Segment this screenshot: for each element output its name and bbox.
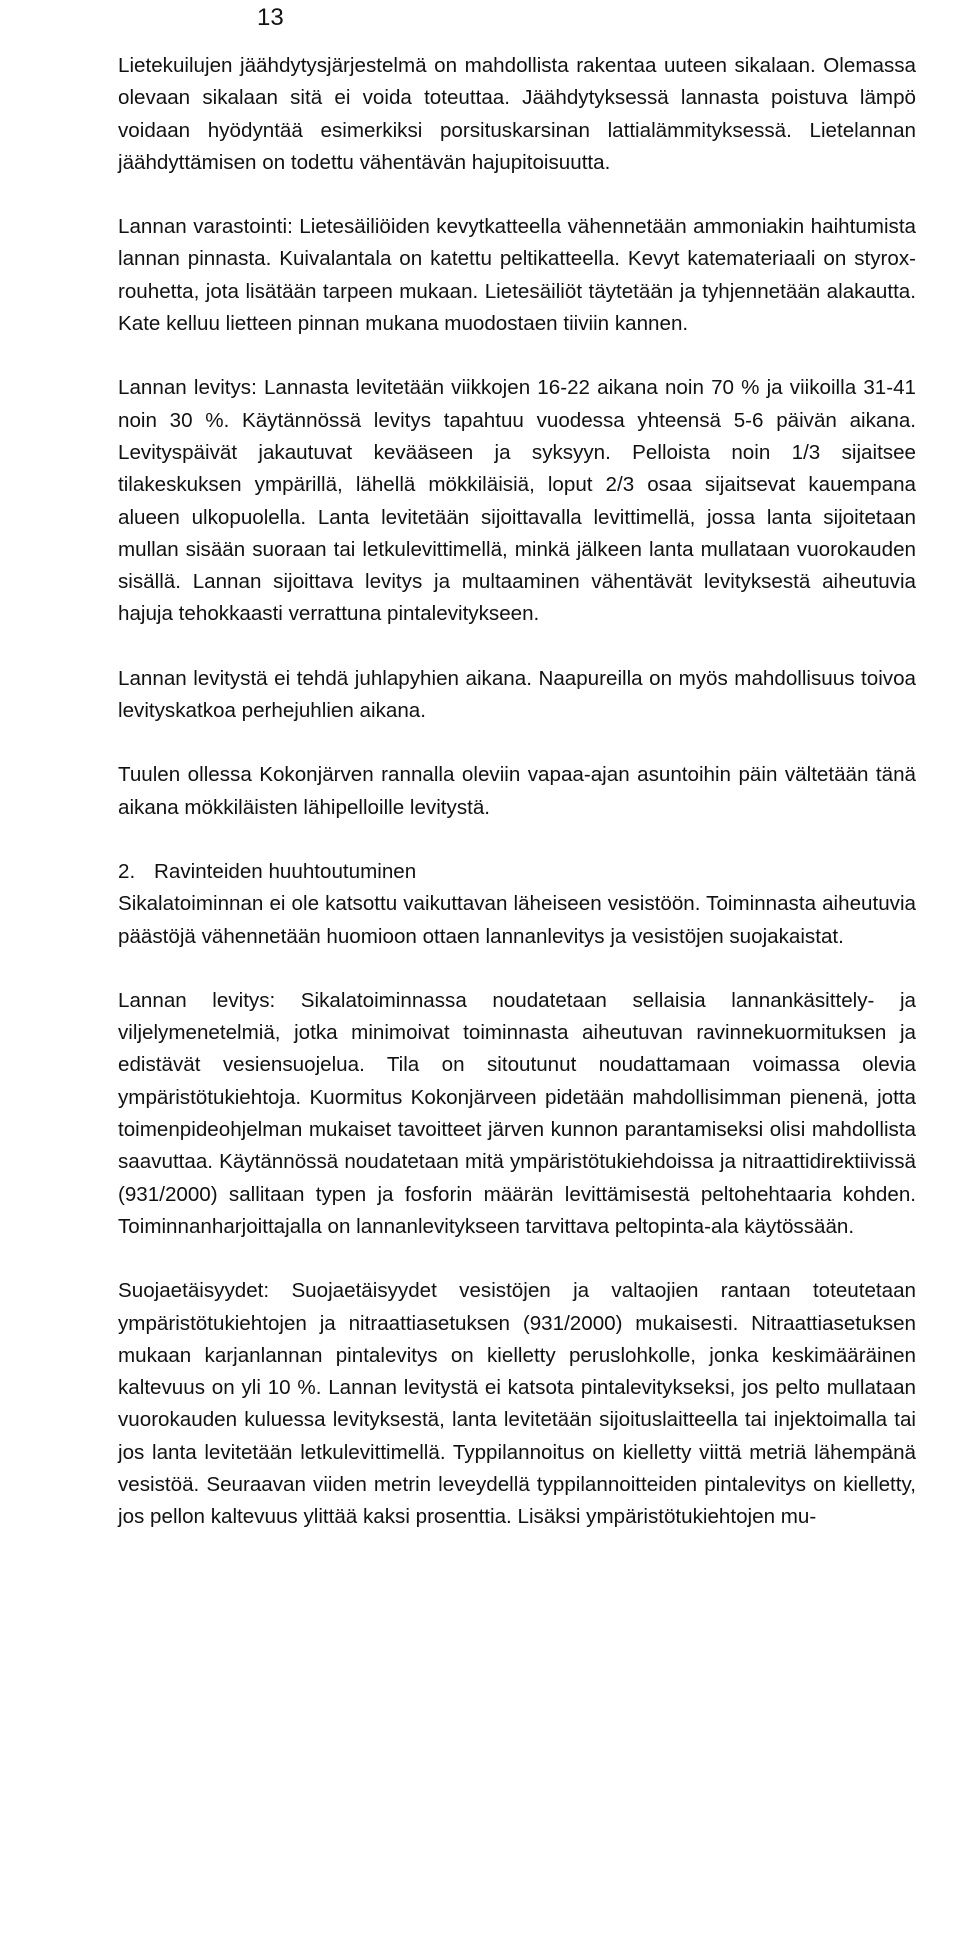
paragraph-buffer-distances: Suojaetäisyydet: Suojaetäisyydet vesistöjen ja valtaojien rantaan toteutetaan ympäristötukiehtojen ja nitraattiasetuksen (931/2000) mukaisesti. Nitraattiasetuksen mukaan karjanlannan pintalevitys on kielletty peruslohkolle, jonka keskimääräinen kaltevuus on yli 10 %. Lannan levitystä ei katsota pintalevitykseksi, jos pelto mullataan vuorokauden kuluessa levityksestä, lanta levitetään sijoituslaitteella tai injektoimalla tai jos lanta levitetään letkulevittimellä. Typpilannoitus on kielletty viittä metriä lähempänä vesistöä. Seuraavan viiden metrin leveydellä typpilannoitteiden pintalevitys on kielletty, jos pellon kaltevuus ylittää kaksi prosenttia. Lisäksi ympäristötukiehtojen mu- <box>118 1279 916 1529</box>
section-title: Ravinteiden huuhtoutuminen <box>154 859 417 883</box>
section-heading <box>118 856 916 888</box>
section-number: 2. <box>118 859 136 883</box>
paragraph-wind: Tuulen ollessa Kokonjärven rannalla oleviin vapaa-ajan asuntoihin päin vältetään tänä aikana mökkiläisten lähipelloille levitystä. <box>118 763 916 819</box>
paragraph-spreading-methods: Lannan levitys: Sikalatoiminnassa noudatetaan sellaisia lannankäsittely- ja viljelymenetelmiä, jotka minimoivat toiminnasta aiheutuvan ravinnekuormituksen ja edistävät vesiensuojelua. Tila on sitoutunut noudattamaan voimassa olevia ympäristötukiehtoja. Kuormitus Kokonjärveen pidetään mahdollisimman pienenä, jotta toimenpideohjelman mukaiset tavoitteet järven kunnon parantamiseksi olisi mahdollista saavuttaa. Käytännössä noudatetaan mitä ympäristötukiehdoissa ja nitraattidirektiivissä (931/2000) sallitaan typen ja fosforin määrän levittämisestä peltohehtaaria kohden. Toiminnanharjoittajalla on lannanlevitykseen tarvittava peltopinta-ala käytössään. <box>118 988 916 1238</box>
page-number: 13 <box>257 4 284 31</box>
paragraph-watercourse: Sikalatoiminnan ei ole katsottu vaikuttavan läheiseen vesistöön. Toiminnasta aiheutuvia päästöjä vähennetään huomioon ottaen lannanlevitys ja vesistöjen suojakaistat. <box>118 892 916 948</box>
paragraph-holidays: Lannan levitystä ei tehdä juhlapyhien aikana. Naapureilla on myös mahdollisuus toivoa levityskatkoa perhejuhlien aikana. <box>118 666 916 723</box>
paragraph-cooling: Lietekuilujen jäähdytysjärjestelmä on mahdollista rakentaa uuteen sikalaan. Olemassa olevaan sikalaan sitä ei voida toteuttaa. Jäähdytyksessä lannasta poistuva lämpö voidaan hyödyntää esimerkiksi porsituskarsinan lattialämmityksessä. Lietelannan jäähdyttämisen on todettu vähentävän hajupitoisuutta. <box>118 54 916 174</box>
document-body <box>118 50 916 1566</box>
paragraph-spreading: Lannan levitys: Lannasta levitetään viikkojen 16-22 aikana noin 70 % ja viikoilla 31-41 noin 30 %. Käytännössä levitys tapahtuu vuodessa yhteensä 5-6 päivän aikana. Levityspäivät jakautuvat kevääseen ja syksyyn. Pelloista noin 1/3 sijaitsee tilakeskuksen ympärillä, lähellä mökkiläisiä, loput 2/3 osaa sijaitsevat kauempana alueen ulkopuolella. Lanta levitetään sijoittavalla levittimellä, jossa lanta sijoitetaan mullan sisään suoraan tai letkulevittimellä, minkä jälkeen lanta mullataan vuorokauden sisällä. Lannan sijoittava levitys ja multaaminen vähentävät levityksestä aiheutuvia hajuja tehokkaasti verrattuna pintalevitykseen. <box>118 376 916 626</box>
paragraph-storage: Lannan varastointi: Lietesäiliöiden kevytkatteella vähennetään ammoniakin haihtumista lannan pinnasta. Kuivalantala on katettu peltikatteella. Kevyt katemateriaali on styrox-rouhetta, jota lisätään tarpeen mukaan. Lietesäiliöt täytetään ja tyhjennetään alakautta. Kate kelluu lietteen pinnan mukana muodostaen tiiviin kannen. <box>118 215 916 336</box>
